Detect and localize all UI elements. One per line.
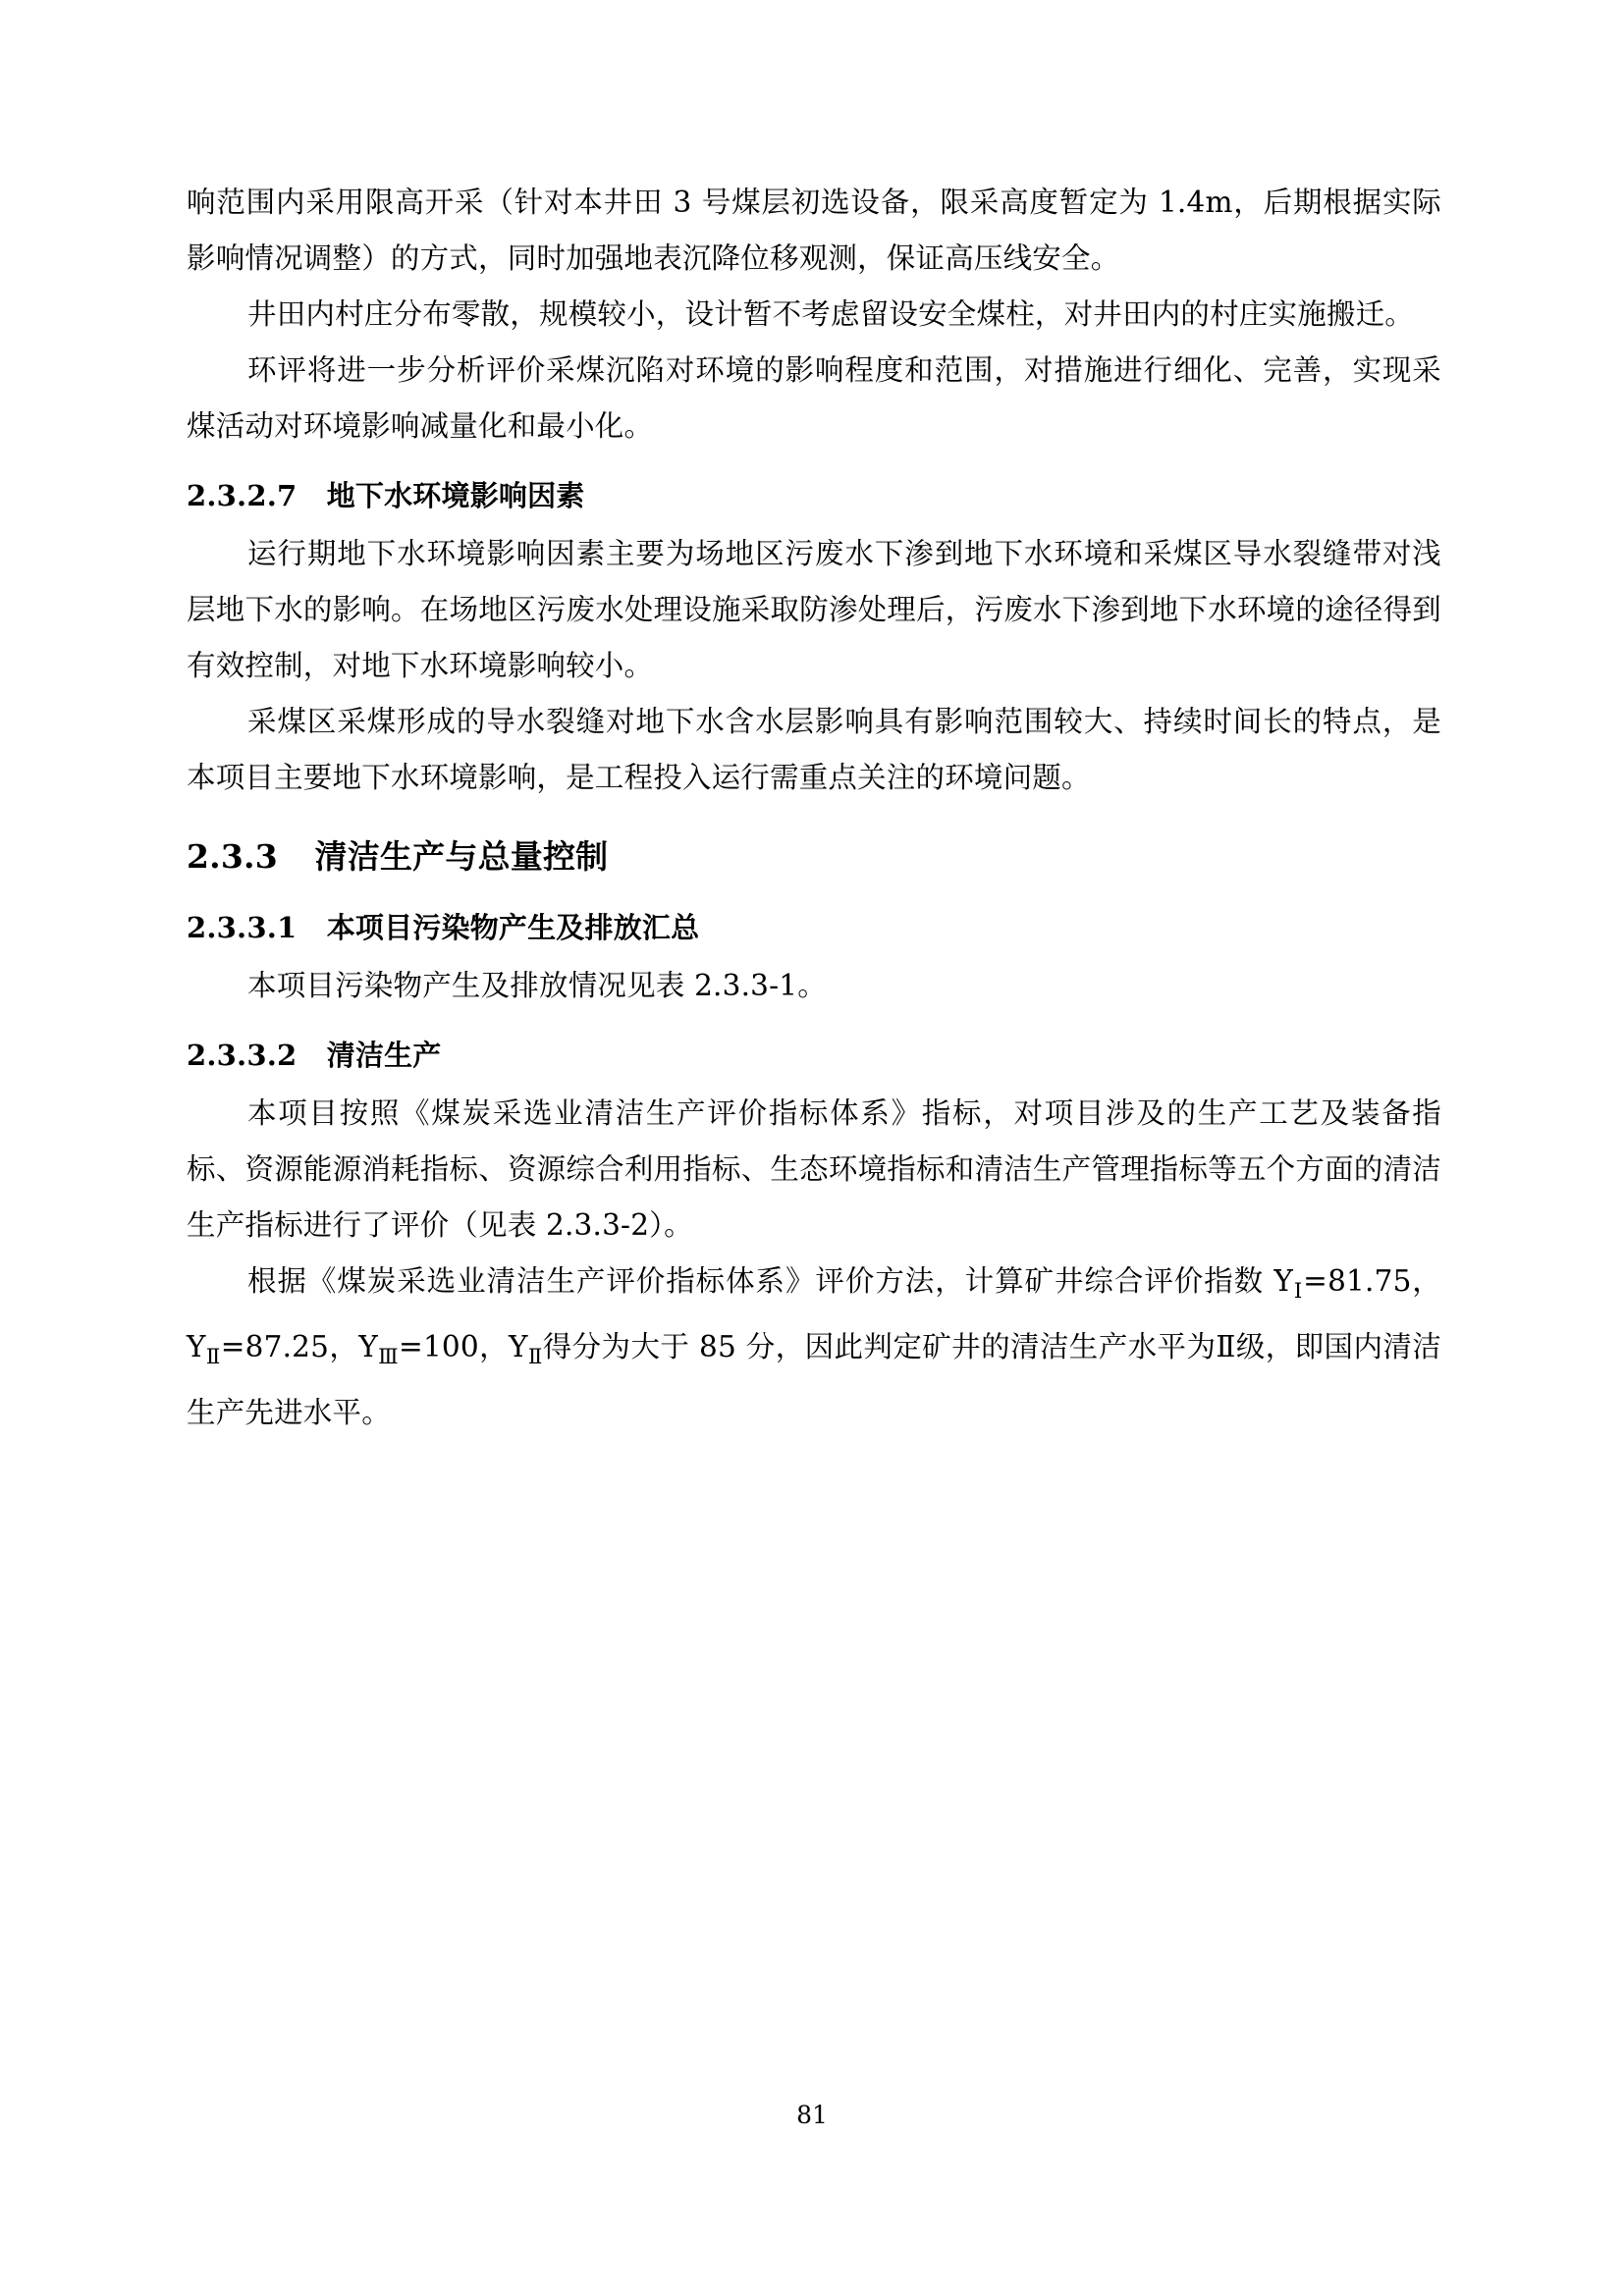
paragraph: 井田内村庄分布零散，规模较小，设计暂不考虑留设安全煤柱，对井田内的村庄实施搬迁。 bbox=[247, 297, 1415, 331]
heading-number: 2.3.3.2 bbox=[187, 1039, 298, 1072]
heading-number: 2.3.2.7 bbox=[187, 479, 298, 512]
final-part-2: =81.75，Y bbox=[187, 1264, 1441, 1363]
heading-2-3-3-1 bbox=[187, 900, 1441, 956]
heading-2-3-3 bbox=[187, 828, 1441, 886]
final-part-5: 得分为大于 85 分，因此判定矿井的清洁生产水平为Ⅱ级，即国内清洁生产先进水平。 bbox=[187, 1329, 1441, 1429]
paragraph: 响范围内采用限高开采（针对本井田 3 号煤层初选设备，限采高度暂定为 1.4m，后期根据实际影响情况调整）的方式，同时加强地表沉降位移观测，保证高压线安全。 bbox=[187, 186, 1441, 275]
final-sub-3: Ⅲ bbox=[377, 1344, 400, 1369]
heading-text: 清洁生产 bbox=[326, 1039, 442, 1072]
paragraph-with-subscripts bbox=[187, 1254, 1441, 1441]
paragraph: 运行期地下水环境影响因素主要为场地区污废水下渗到地下水环境和采煤区导水裂缝带对浅层地下水的影响。在场地区污废水处理设施采取防渗处理后，污废水下渗到地下水环境的途径得到有效控制，对地下水环境影响较小。 bbox=[187, 537, 1441, 682]
final-part-3: =87.25，Y bbox=[220, 1329, 378, 1363]
paragraph: 本项目污染物产生及排放情况见表 2.3.3-1。 bbox=[247, 969, 827, 1002]
heading-2-3-3-2 bbox=[187, 1028, 1441, 1084]
final-part-1: 根据《煤炭采选业清洁生产评价指标体系》评价方法，计算矿井综合评价指数 Y bbox=[247, 1264, 1294, 1298]
heading-number: 2.3.3.1 bbox=[187, 911, 298, 944]
paragraph: 环评将进一步分析评价采煤沉陷对环境的影响程度和范围，对措施进行细化、完善，实现采煤活动对环境影响减量化和最小化。 bbox=[187, 353, 1441, 443]
final-part-4: =100，Y bbox=[399, 1329, 528, 1363]
final-sub-1: Ⅰ bbox=[1293, 1278, 1304, 1304]
paragraph: 本项目按照《煤炭采选业清洁生产评价指标体系》指标，对项目涉及的生产工艺及装备指标、资源能源消耗指标、资源综合利用指标、生态环境指标和清洁生产管理指标等五个方面的清洁生产指标进行了评价（见表 2.3.3-2）。 bbox=[187, 1096, 1441, 1242]
heading-number: 2.3.3 bbox=[187, 837, 278, 876]
page-content bbox=[187, 175, 1441, 1441]
paragraph: 采煤区采煤形成的导水裂缝对地下水含水层影响具有影响范围较大、持续时间长的特点，是本项目主要地下水环境影响，是工程投入运行需重点关注的环境问题。 bbox=[187, 705, 1441, 794]
heading-text: 地下水环境影响因素 bbox=[326, 479, 585, 512]
heading-2-3-2-7 bbox=[187, 468, 1441, 524]
heading-text: 清洁生产与总量控制 bbox=[314, 837, 609, 876]
final-sub-4: Ⅱ bbox=[527, 1344, 543, 1369]
heading-text: 本项目污染物产生及排放汇总 bbox=[326, 911, 700, 944]
page-number: 81 bbox=[796, 2101, 828, 2129]
final-sub-2: Ⅱ bbox=[205, 1344, 221, 1369]
